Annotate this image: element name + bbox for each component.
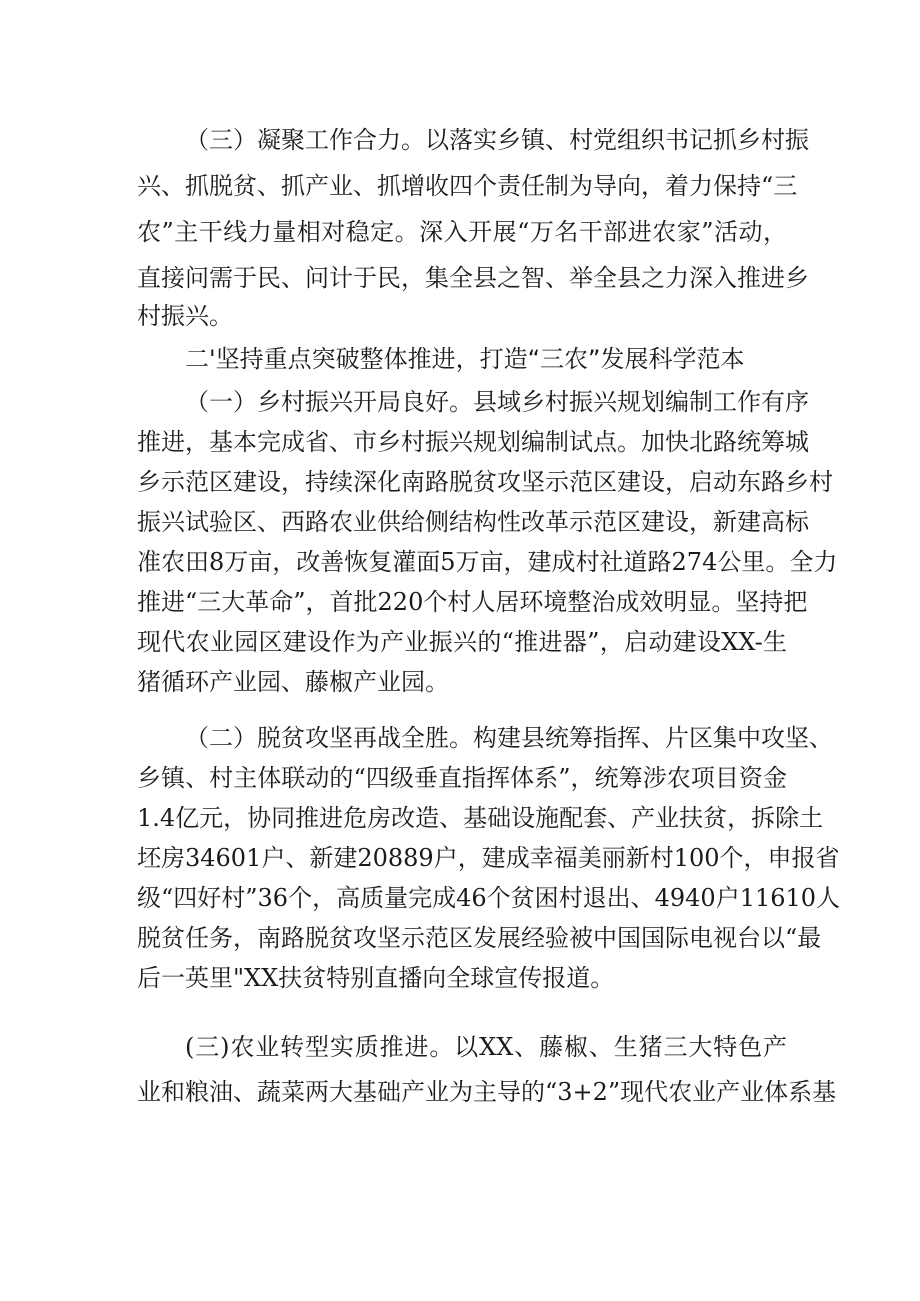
paragraph-line: 村振兴。: [137, 302, 233, 330]
paragraph-line: 脱贫任务，南路脱贫攻坚示范区发展经验被中国国际电视台以“最: [137, 924, 822, 952]
paragraph-line: 后一英里"XX扶贫特别直播向全球宣传报道。: [137, 964, 615, 992]
paragraph-line: 准农田8万亩，改善恢复灌面5万亩，建成村社道路274公里。全力: [137, 548, 838, 576]
paragraph-line: 猪循环产业园、藤椒产业园。: [137, 668, 449, 696]
paragraph-line: 现代农业园区建设作为产业振兴的“推进器”，启动建设XX-生: [137, 628, 787, 656]
paragraph-line: 坯房34601户、新建20889户，建成幸福美丽新村100个，申报省: [137, 844, 840, 872]
section-heading: 二'坚持重点突破整体推进，打造“三农”发展科学范本: [185, 345, 745, 373]
paragraph-line: (三)农业转型实质推进。以XX、藤椒、生猪三大特色产: [185, 1033, 787, 1061]
paragraph-line: 农”主干线力量相对稳定。深入开展“万名干部进农家”活动，: [137, 218, 787, 246]
paragraph-line: （三）凝聚工作合力。以落实乡镇、村党组织书记抓乡村振: [185, 126, 809, 154]
paragraph-line: 兴、抓脱贫、抓产业、抓增收四个责任制为导向，着力保持“三: [137, 172, 798, 200]
paragraph-line: （二）脱贫攻坚再战全胜。构建县统筹指挥、片区集中攻坚、: [185, 724, 833, 752]
paragraph-line: 直接问需于民、问计于民，集全县之智、举全县之力深入推进乡: [137, 264, 809, 292]
paragraph-line: 乡示范区建设，持续深化南路脱贫攻坚示范区建设，启动东路乡村: [137, 468, 833, 496]
paragraph-line: （一）乡村振兴开局良好。县域乡村振兴规划编制工作有序: [185, 388, 809, 416]
paragraph-line: 乡镇、村主体联动的“四级垂直指挥体系”，统筹涉农项目资金: [137, 764, 787, 792]
paragraph-line: 级“四好村”36个，高质量完成46个贫困村退出、4940户11610人: [137, 884, 841, 912]
paragraph-line: 推进，基本完成省、市乡村振兴规划编制试点。加快北路统筹城: [137, 428, 809, 456]
paragraph-line: 推进“三大革命”，首批220个村人居环境整治成效明显。坚持把: [137, 588, 808, 616]
paragraph-line: 业和粮油、蔬菜两大基础产业为主导的“3+2”现代农业产业体系基: [137, 1078, 837, 1106]
paragraph-line: 振兴试验区、西路农业供给侧结构性改革示范区建设，新建高标: [137, 508, 809, 536]
paragraph-line: 1.4亿元，协同推进危房改造、基础设施配套、产业扶贫，拆除土: [137, 804, 824, 832]
